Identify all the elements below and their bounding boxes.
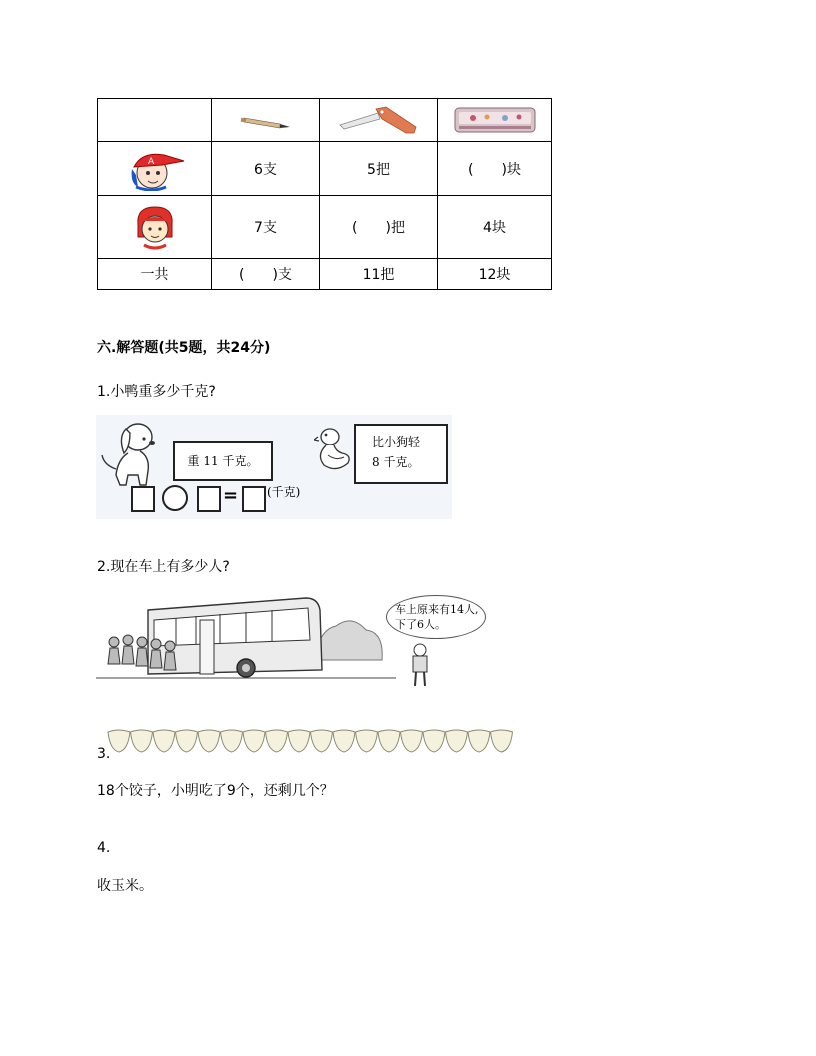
girl-icon [130,203,180,251]
answer-box-1[interactable] [131,486,155,512]
pencil-case-icon [453,104,537,136]
bus-scene-icon [96,590,396,690]
dumpling-icon [198,730,220,752]
q2-figure [96,590,488,690]
question-2-text: 2.现在车上有多少人? [97,559,230,575]
bubble-line2: 下了6人。 [395,618,446,631]
unit-label: (千克) [267,485,301,499]
duck-sign-line2: 8 千克。 [372,455,420,469]
header-knife-cell [320,99,438,142]
dumplings-row [106,726,516,756]
girl-pencil-count: 7支 [212,196,320,259]
header-pencil-case-cell [438,99,552,142]
dumpling-icon [108,730,130,752]
duck-icon [314,425,354,475]
dumpling-icon [221,730,243,752]
dumpling-icon [401,730,423,752]
header-pencil-cell [212,99,320,142]
svg-text:A: A [147,156,154,167]
header-empty-cell [98,99,212,142]
equals-sign: = [223,485,239,506]
question-3-text: 18个饺子，小明吃了9个，还剩几个？ [97,783,334,799]
dumplings-svg [106,726,516,756]
duck-weight-sign [354,424,448,484]
dumpling-icon [131,730,153,752]
girl-avatar-cell [98,196,212,259]
dumpling-icon [153,730,175,752]
dumpling-icon [288,730,310,752]
dumpling-icon [491,730,513,752]
dumpling-icon [311,730,333,752]
dog-icon [98,419,164,489]
answer-box-3[interactable] [242,486,266,512]
dumpling-icon [176,730,198,752]
question-4-text: 收玉米。 [97,878,153,894]
dumpling-icon [356,730,378,752]
boy-speaker-icon [404,642,436,688]
girl-eraser-count: 4块 [438,196,552,259]
dog-weight-sign: 重 11 千克。 [173,441,273,481]
total-label: 一共 [98,259,212,290]
answer-box-2[interactable] [197,486,221,512]
dumpling-icon [468,730,490,752]
bubble-line1: 车上原来有14人, [395,603,479,616]
boy-avatar-cell [98,142,212,196]
dumpling-icon [266,730,288,752]
total-pencil-blank[interactable]: ( )支 [212,259,320,290]
girl-knife-count-blank[interactable]: ( )把 [320,196,438,259]
section-title: 六.解答题(共5题，共24分) [97,340,271,356]
boy-with-cap-icon [122,147,188,191]
question-1-text: 1.小鸭重多少千克? [97,384,216,400]
q1-figure [96,415,452,519]
question-3-number: 3. [97,746,111,762]
question-4-number: 4. [97,840,111,856]
total-knife: 11把 [320,259,438,290]
dumpling-icon [243,730,265,752]
stationery-table [97,98,552,290]
speech-bubble [386,595,486,639]
dumpling-icon [446,730,468,752]
boy-knife-count: 5把 [320,142,438,196]
dumpling-icon [378,730,400,752]
folding-knife-icon [336,103,422,137]
boy-eraser-count-blank[interactable]: ( )块 [438,142,552,196]
dumpling-icon [333,730,355,752]
boy-pencil-count: 6支 [212,142,320,196]
duck-sign-line1: 比小狗轻 [372,435,421,449]
operator-circle[interactable] [162,485,188,511]
total-eraser: 12块 [438,259,552,290]
pencil-icon [236,110,296,130]
dumpling-icon [423,730,445,752]
